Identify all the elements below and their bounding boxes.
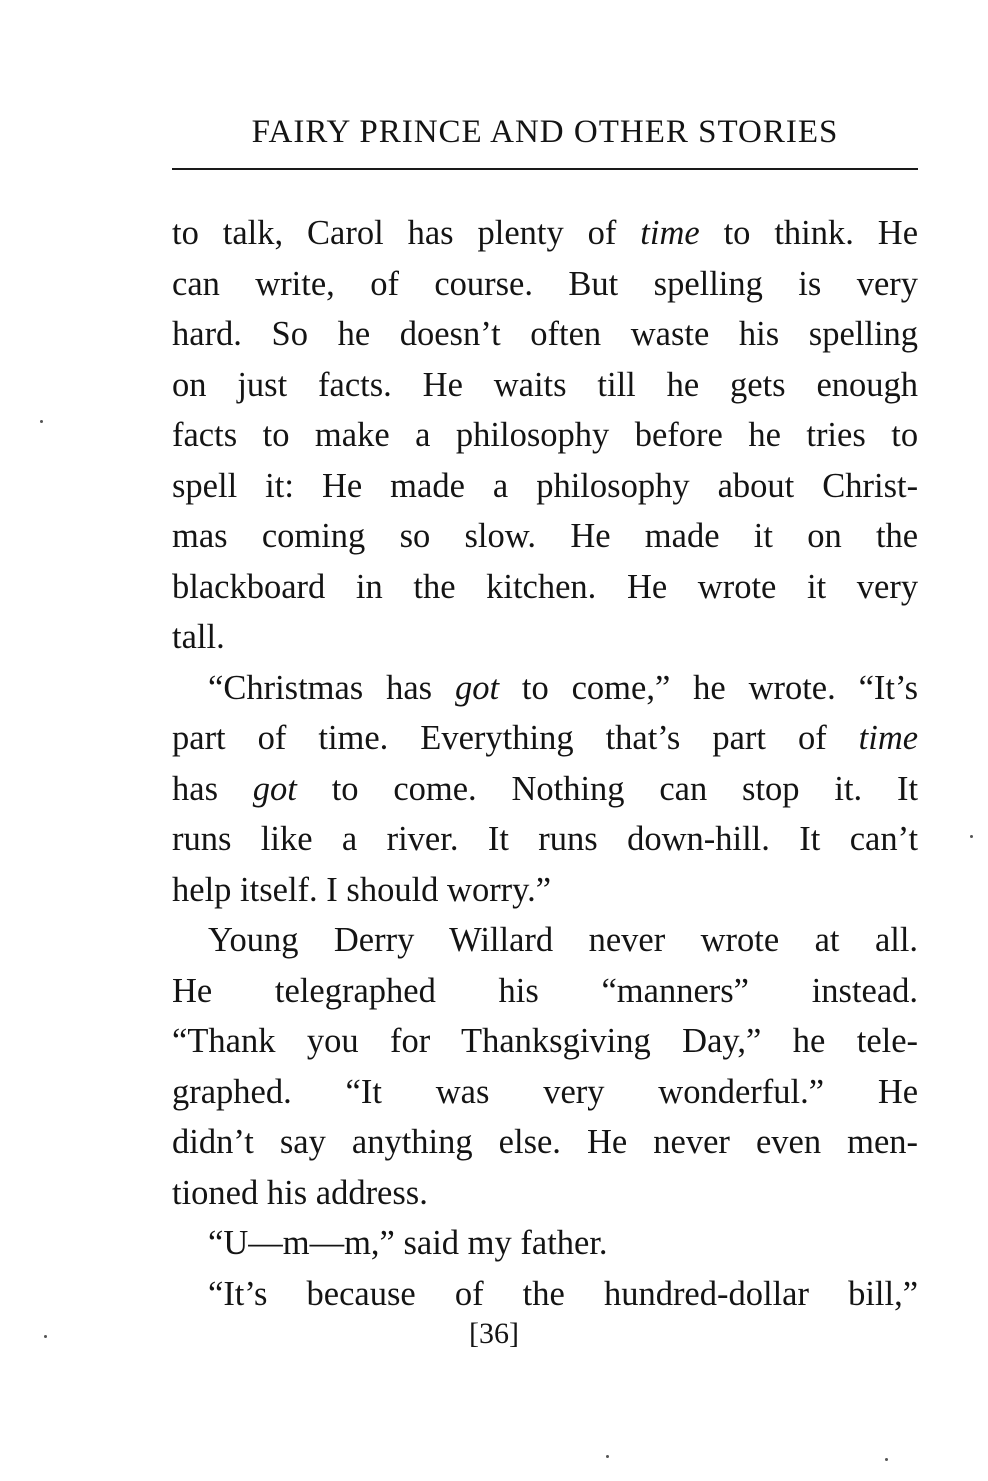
text-line: “It’s because of the hundred-dollar bill,” [208, 1274, 919, 1313]
text-line: runs like a river. It runs down-hill. It can’t [172, 820, 919, 858]
text-line: spell it: He made a philosophy about Christ- [172, 466, 919, 505]
page-number: [36] [469, 1317, 519, 1350]
text-line: part of time. Everything that’s part of time [172, 719, 919, 757]
text-line: He telegraphed his “manners” instead. [172, 971, 919, 1010]
text-line: tioned his address. [172, 1173, 428, 1212]
paper-speck [885, 1458, 888, 1461]
text-line: can write, of course. But spelling is very [172, 264, 918, 303]
paper-speck [606, 1455, 609, 1458]
text-line: didn’t say anything else. He never even men- [172, 1123, 919, 1161]
text-line: graphed. “It was very wonderful.” He [172, 1072, 919, 1111]
text-line: hard. So he doesn’t often waste his spelling [172, 315, 919, 353]
text-line: mas coming so slow. He made it on the [172, 517, 919, 555]
text-line: “Thank you for Thanksgiving Day,” he tele- [172, 1022, 919, 1060]
paper-speck [40, 420, 43, 423]
header-rule [172, 168, 918, 170]
text-line: tall. [172, 618, 225, 656]
body-text [172, 208, 918, 1319]
running-head: FAIRY PRINCE AND OTHER STORIES [251, 114, 839, 150]
text-line: “U—m—m,” said my father. [208, 1224, 608, 1262]
paper-speck [970, 835, 973, 838]
text-line: on just facts. He waits till he gets enough [172, 365, 919, 404]
text-line: to talk, Carol has plenty of time to think. He [172, 214, 919, 252]
text-line: blackboard in the kitchen. He wrote it very [172, 567, 919, 606]
text-line: Young Derry Willard never wrote at all. [208, 921, 919, 959]
text-line: has got to come. Nothing can stop it. It [172, 769, 919, 808]
paper-speck [44, 1335, 47, 1338]
text-line: “Christmas has got to come,” he wrote. “It’s [208, 668, 919, 707]
text-line: facts to make a philosophy before he tries to [172, 416, 919, 454]
text-line: help itself. I should worry.” [172, 870, 552, 909]
